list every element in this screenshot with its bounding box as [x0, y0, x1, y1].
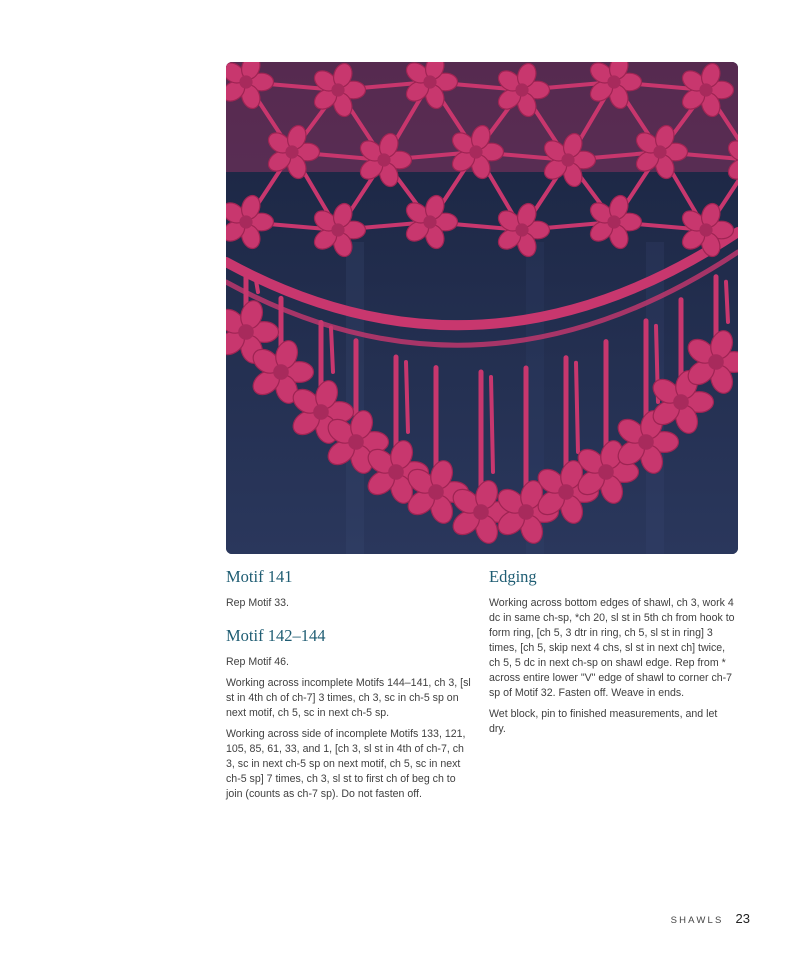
paragraph-rep-motif-46: Rep Motif 46. — [226, 656, 290, 668]
right-column — [489, 566, 737, 743]
crochet-shawl-illustration — [226, 62, 738, 554]
paragraph-blocking: Wet block, pin to finished measurements, and let dry. — [489, 708, 718, 735]
section-label: SHAWLS — [670, 915, 724, 926]
paragraph-incomplete-motifs: Working across incomplete Motifs 144–141, ch 3, [sl st in 4th ch of ch-7] 3 times, ch 3, sc in ch-5 sp on next motif, ch 5, sc in next ch-5 sp. — [226, 677, 471, 719]
left-column — [226, 566, 472, 808]
heading-motif-142-144: Motif 142–144 — [226, 626, 326, 645]
paragraph-edging-instructions: Working across bottom edges of shawl, ch 3, work 4 dc in same ch-sp, *ch 20, sl st in 5th ch from hook to form ring, [ch 5, 3 dtr in ring, ch 5, sl st in ring] 3 times, [ch 5, skip next 4 chs, sl st in next ch] twice, ch 5, 5 dc in next ch-sp on shawl edge. Rep from * across entire lower "V" edge of shawl to corner ch-7 sp of Motif 32. Fasten off. Weave in ends. — [489, 597, 735, 699]
paragraph-side-motifs: Working across side of incomplete Motifs 133, 121, 105, 85, 61, 33, and 1, [ch 3, sl st in 4th of ch-7, ch 3, sc in next ch-5 sp on next motif, ch 5, sc in next ch-5 sp] 7 times, ch 3, sl st to first ch of beg ch to join (counts as ch-7 sp). Do not fasten off. — [226, 728, 466, 800]
page-footer — [671, 911, 750, 926]
heading-edging: Edging — [489, 567, 537, 586]
heading-motif-141: Motif 141 — [226, 567, 293, 586]
paragraph-motif-141: Rep Motif 33. — [226, 597, 290, 609]
page-number: 23 — [735, 911, 750, 926]
shawl-photo — [226, 62, 738, 554]
